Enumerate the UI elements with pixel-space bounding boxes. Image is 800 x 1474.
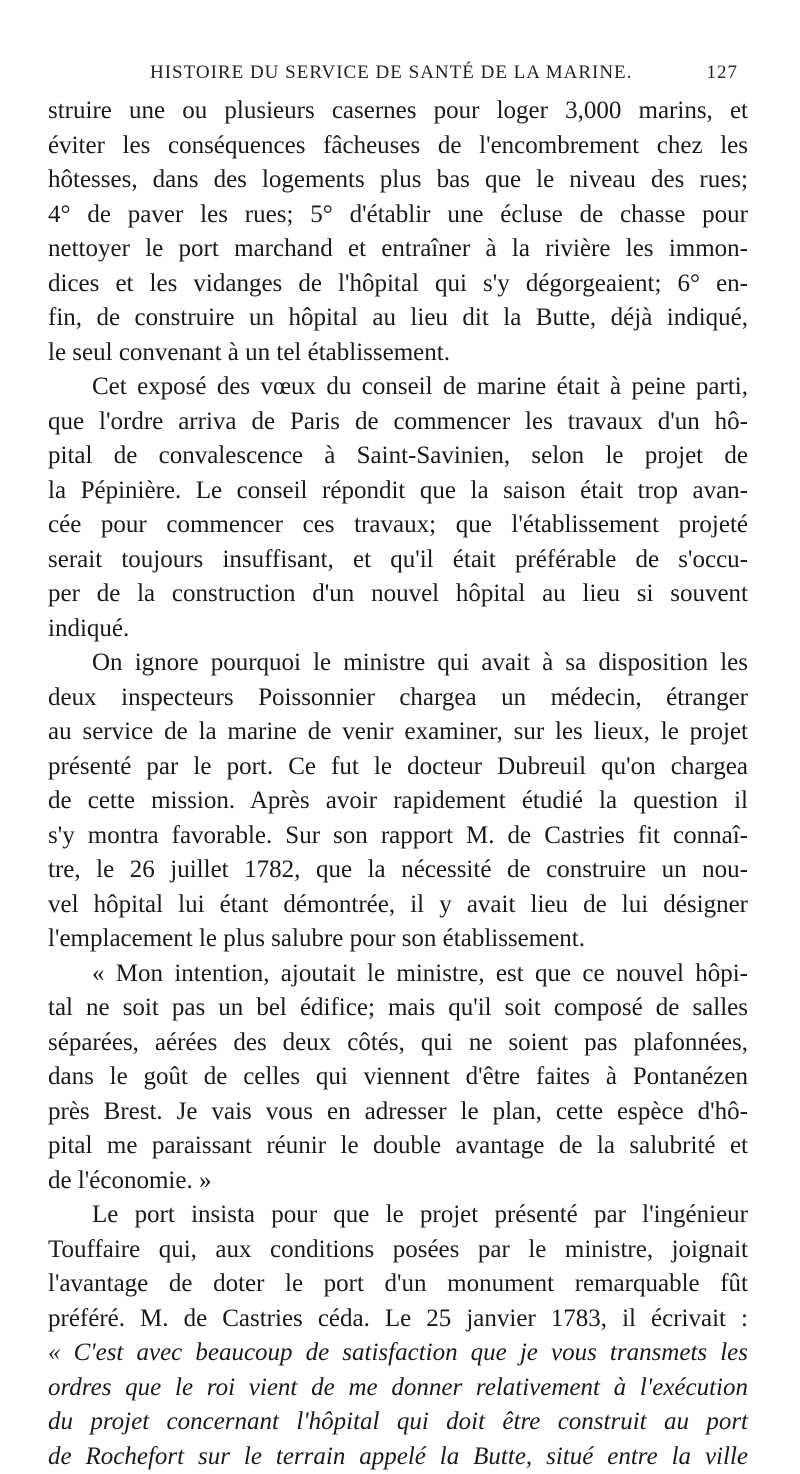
text-line: struire une ou plusieurs casernes pour loger 3,000 marins, et xyxy=(48,94,748,129)
text-line: hôtesses, dans des logements plus bas que le niveau des rues; xyxy=(48,163,748,198)
text-line: deux inspecteurs Poissonnier chargea un médecin, étranger xyxy=(48,681,748,716)
text-line: pital me paraissant réunir le double avantage de la salubrité et xyxy=(48,1129,748,1164)
text-line: préféré. M. de Castries céda. Le 25 janvier 1783, il écrivait : xyxy=(48,1302,748,1337)
text-line: de l'économie. » xyxy=(48,1164,748,1199)
page-header xyxy=(150,62,738,92)
text-line: « C'est avec beaucoup de satisfaction que je vous transmets les xyxy=(48,1336,748,1371)
text-line: On ignore pourquoi le ministre qui avait à sa disposition les xyxy=(48,646,748,681)
text-line: dans le goût de celles qui viennent d'être faites à Pontanézen xyxy=(48,1060,748,1095)
text-line: le seul convenant à un tel établissement. xyxy=(48,336,748,371)
text-line: près Brest. Je vais vous en adresser le plan, cette espèce d'hô- xyxy=(48,1095,748,1130)
text-line: présenté par le port. Ce fut le docteur Dubreuil qu'on chargea xyxy=(48,750,748,785)
text-line: du projet concernant l'hôpital qui doit être construit au port xyxy=(48,1405,748,1440)
text-line: au service de la marine de venir examiner, sur les lieux, le projet xyxy=(48,715,748,750)
text-line: « Mon intention, ajoutait le ministre, est que ce nouvel hôpi- xyxy=(48,957,748,992)
text-line: de cette mission. Après avoir rapidement étudié la question il xyxy=(48,784,748,819)
page-number: 127 xyxy=(707,62,739,84)
text-line: per de la construction d'un nouvel hôpital au lieu si souvent xyxy=(48,577,748,612)
text-line: Touffaire qui, aux conditions posées par le ministre, joignait xyxy=(48,1233,748,1268)
text-line: indiqué. xyxy=(48,612,748,647)
text-line: l'avantage de doter le port d'un monument remarquable fût xyxy=(48,1267,748,1302)
text-line: l'emplacement le plus salubre pour son établissement. xyxy=(48,922,748,957)
text-line: serait toujours insuffisant, et qu'il était préférable de s'occu- xyxy=(48,543,748,578)
text-line: Le port insista pour que le projet présenté par l'ingénieur xyxy=(48,1198,748,1233)
text-line: pital de convalescence à Saint-Savinien, selon le projet de xyxy=(48,439,748,474)
text-line: vel hôpital lui étant démontrée, il y avait lieu de lui désigner xyxy=(48,888,748,923)
text-line: fin, de construire un hôpital au lieu dit la Butte, déjà indiqué, xyxy=(48,301,748,336)
text-line: Cet exposé des vœux du conseil de marine était à peine parti, xyxy=(48,370,748,405)
text-line: séparées, aérées des deux côtés, qui ne soient pas plafonnées, xyxy=(48,1026,748,1061)
text-line: s'y montra favorable. Sur son rapport M. de Castries fit connaî- xyxy=(48,819,748,854)
text-line: dices et les vidanges de l'hôpital qui s'y dégorgeaient; 6° en- xyxy=(48,267,748,302)
text-line: ordres que le roi vient de me donner relativement à l'exécution xyxy=(48,1371,748,1406)
text-line: que l'ordre arriva de Paris de commencer les travaux d'un hô- xyxy=(48,405,748,440)
text-line: tre, le 26 juillet 1782, que la nécessité de construire un nou- xyxy=(48,853,748,888)
text-line: cée pour commencer ces travaux; que l'établissement projeté xyxy=(48,508,748,543)
text-line: 4° de paver les rues; 5° d'établir une écluse de chasse pour xyxy=(48,198,748,233)
text-line: éviter les conséquences fâcheuses de l'encombrement chez les xyxy=(48,129,748,164)
text-line: de Rochefort sur le terrain appelé la Butte, situé entre la ville xyxy=(48,1440,748,1474)
text-line: tal ne soit pas un bel édifice; mais qu'il soit composé de salles xyxy=(48,991,748,1026)
text-line: nettoyer le port marchand et entraîner à la rivière les immon- xyxy=(48,232,748,267)
text-line: la Pépinière. Le conseil répondit que la saison était trop avan- xyxy=(48,474,748,509)
running-title: HISTOIRE DU SERVICE DE SANTÉ DE LA MARINE. xyxy=(150,62,632,84)
body-text xyxy=(48,94,748,1474)
